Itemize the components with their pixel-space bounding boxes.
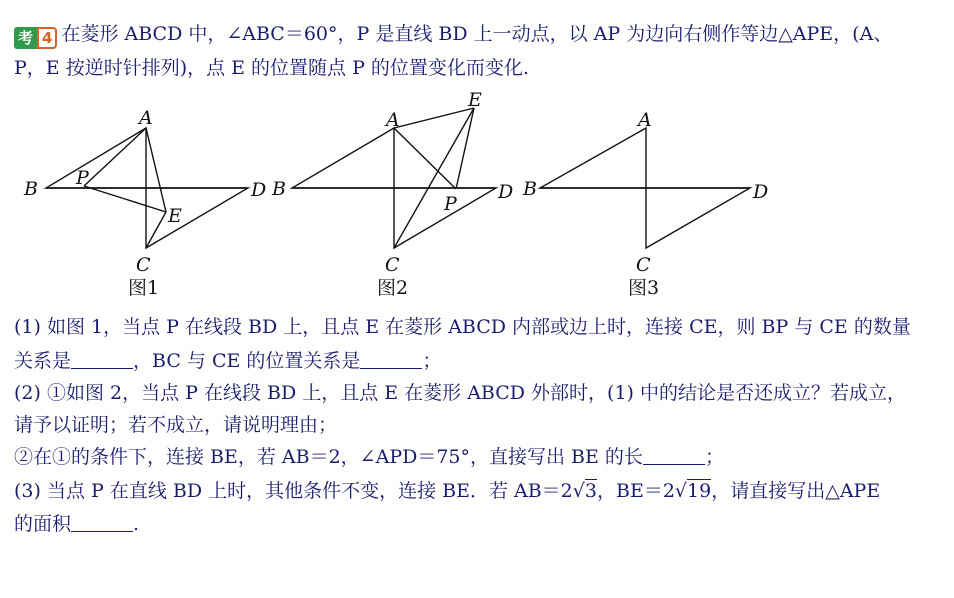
fig3-label-b: B [523, 178, 537, 200]
q1-blank-1[interactable] [71, 350, 133, 369]
fig1-label-a: A [139, 107, 153, 129]
intro-text-1: 在菱形 ABCD 中，∠ABC＝60°，P 是直线 BD 上一动点，以 AP 为边向右侧作等边△APE，(A、 [61, 23, 893, 45]
fig2-segment-ap [394, 128, 456, 189]
q3-text-b: ，BE＝2 [596, 480, 675, 502]
q3-blank[interactable] [71, 513, 133, 532]
q2-line-2 [14, 413, 337, 437]
fig1-label-d: D [251, 179, 267, 201]
fig2-label-a: A [386, 109, 400, 131]
intro-line-2 [14, 56, 529, 80]
fig2-segment-ae [394, 108, 474, 128]
figure-3-geometry [540, 128, 750, 248]
fig3-label-d: D [753, 181, 769, 203]
badge-label: 考 [14, 27, 37, 49]
q1-line-1 [14, 315, 911, 339]
q3-text-2a: 的面积 [14, 513, 72, 535]
fig1-segment-ae [146, 128, 166, 212]
fig1-label-e: E [168, 205, 182, 227]
q1-line-2 [14, 349, 441, 373]
q3-radicand-1: 3 [584, 480, 597, 502]
q1-text-2a: 关系是 [14, 350, 72, 372]
fig1-label-c: C [136, 254, 151, 276]
q3-sqrt-sign-2: √ [674, 480, 688, 502]
fig1-caption: 图1 [128, 277, 160, 299]
fig2-segment-pe [456, 108, 474, 189]
fig3-label-c: C [636, 254, 651, 276]
q3-text-a: (3) 当点 P 在直线 BD 上时，其他条件不变，连接 BE．若 AB＝2 [14, 480, 573, 502]
fig2-segment-ce [394, 108, 474, 248]
q2b-blank[interactable] [643, 446, 705, 465]
fig2-label-c: C [385, 254, 400, 276]
intro-text-2: P，E 按逆时针排列)，点 E 的位置随点 P 的位置变化而变化. [14, 57, 529, 79]
q3-line-2 [14, 512, 139, 536]
fig3-label-a: A [638, 109, 652, 131]
fig2-label-d: D [498, 181, 514, 203]
fig2-label-p: P [444, 193, 457, 215]
q3-text-c: ，请直接写出△APE [711, 480, 881, 502]
q1-blank-2[interactable] [360, 350, 422, 369]
q2b-text-b: ； [704, 446, 724, 468]
q1-text-2c: ； [422, 350, 442, 372]
q2-line-1 [14, 381, 906, 405]
q3-sqrt-1 [573, 479, 597, 503]
q3-radicand-2: 19 [687, 480, 712, 502]
fig2-label-e: E [468, 89, 482, 111]
q2-text-2: 请予以证明；若不成立，请说明理由； [14, 414, 338, 436]
figures-diagram [14, 88, 774, 308]
q1-text-2b: ，BC 与 CE 的位置关系是 [133, 350, 361, 372]
fig2-label-b: B [272, 178, 286, 200]
fig2-caption: 图2 [377, 277, 409, 299]
q3-sqrt-sign-1: √ [572, 480, 585, 502]
q2b-text-a: ②在①的条件下，连接 BE，若 AB＝2，∠APD＝75°，直接写出 BE 的长 [14, 446, 643, 468]
problem-badge [14, 27, 57, 49]
fig1-label-p: P [76, 167, 89, 189]
q2-text-1: (2) ①如图 2，当点 P 在线段 BD 上，且点 E 在菱形 ABCD 外部时，(1) 中的结论是否还成立？若成立， [14, 382, 907, 404]
fig3-caption: 图3 [628, 277, 660, 299]
q3-line-1 [14, 479, 880, 503]
q3-sqrt-2 [675, 479, 711, 503]
q1-text-1: (1) 如图 1，当点 P 在线段 BD 上，且点 E 在菱形 ABCD 内部或边上时，连接 CE，则 BP 与 CE 的数量 [14, 316, 911, 338]
fig1-segment-ap [84, 128, 146, 186]
fig1-segment-pe [84, 186, 166, 212]
badge-number: 4 [37, 27, 57, 49]
q3-text-2b: . [133, 513, 140, 535]
q2b-line [14, 445, 724, 469]
figures-svg [14, 88, 774, 308]
fig1-label-b: B [24, 178, 38, 200]
intro-line-1 [14, 22, 892, 49]
